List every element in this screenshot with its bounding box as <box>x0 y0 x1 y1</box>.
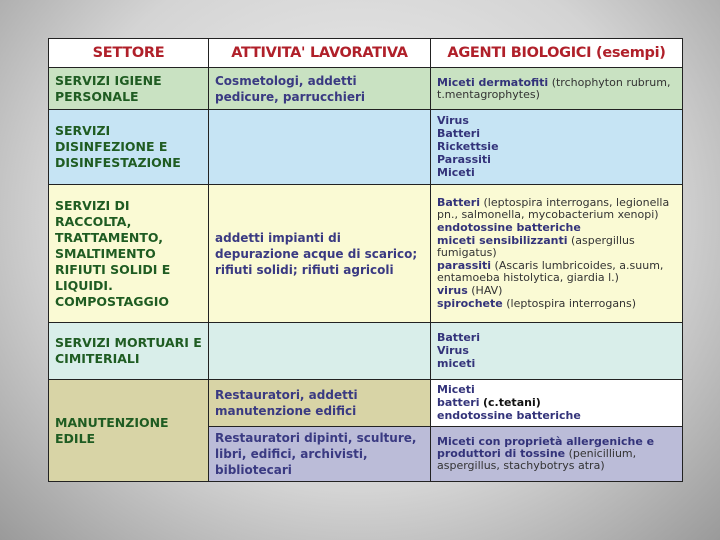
agent-name: Miceti dermatofiti <box>437 75 549 89</box>
header-attivita: ATTIVITA' LAVORATIVA <box>209 39 431 68</box>
agent-name: Batteri <box>437 331 480 344</box>
attivita-cell: Cosmetologi, addetti pedicure, parrucchieri <box>209 68 431 110</box>
agent-name: virus <box>437 284 468 297</box>
agent-name: Miceti con proprietà allergeniche e produttori di tossine <box>437 435 655 460</box>
settore-cell: SERVIZI MORTUARI E CIMITERIALI <box>49 323 209 380</box>
settore-cell: MANUTENZIONE EDILE <box>49 380 209 482</box>
agent-name: Miceti <box>437 166 475 179</box>
agent-name: parassiti <box>437 259 492 272</box>
agent-detail: (leptospira interrogans, legionella pn., salmonella, mycobacterium xenopi) <box>437 196 670 221</box>
agent-name: Virus <box>437 344 469 357</box>
agenti-cell <box>431 110 683 185</box>
agent-name: batteri <box>437 396 480 409</box>
table-row <box>49 110 683 185</box>
agenti-cell <box>431 427 683 482</box>
agent-detail: (leptospira interrogans) <box>506 297 637 310</box>
agent-name: endotossine batteriche <box>437 221 581 234</box>
agent-name: endotossine batteriche <box>437 409 581 422</box>
agent-detail: (penicillium, aspergillus, stachybotrys atra) <box>437 447 637 472</box>
agent-name: Batteri <box>437 127 480 140</box>
header-settore: SETTORE <box>49 39 209 68</box>
header-agenti: AGENTI BIOLOGICI (esempi) <box>431 39 683 68</box>
settore-cell: SERVIZI IGIENE PERSONALE <box>49 68 209 110</box>
attivita-cell: addetti impianti di depurazione acque di scarico; rifiuti solidi; rifiuti agricoli <box>209 185 431 323</box>
table-row <box>49 323 683 380</box>
agent-name: Rickettsie <box>437 140 499 153</box>
table-row <box>49 380 683 427</box>
agent-name: spirochete <box>437 297 503 310</box>
settore-cell: SERVIZI DISINFEZIONE E DISINFESTAZIONE <box>49 110 209 185</box>
agent-detail: (HAV) <box>471 284 503 297</box>
agent-name: Miceti <box>437 383 475 396</box>
agent-name: miceti sensibilizzanti <box>437 234 568 247</box>
agenti-cell <box>431 185 683 323</box>
agent-name: Batteri <box>437 196 480 209</box>
attivita-cell <box>209 110 431 185</box>
header-row <box>49 39 683 68</box>
attivita-cell <box>209 323 431 380</box>
agenti-cell <box>431 68 683 110</box>
agent-name: miceti <box>437 357 476 370</box>
agent-detail: (c.tetani) <box>482 396 541 409</box>
agent-name: Virus <box>437 114 469 127</box>
biological-agents-table <box>48 38 683 482</box>
agenti-cell <box>431 380 683 427</box>
agent-name: Parassiti <box>437 153 491 166</box>
table-row <box>49 185 683 323</box>
agent-detail: (aspergillus fumigatus) <box>437 234 635 259</box>
settore-cell: SERVIZI DI RACCOLTA, TRATTAMENTO, SMALTIMENTO RIFIUTI SOLIDI E LIQUIDI. COMPOSTAGGIO <box>49 185 209 323</box>
agenti-cell <box>431 323 683 380</box>
attivita-cell: Restauratori, addetti manutenzione edifici <box>209 380 431 427</box>
agent-detail: (trchophyton rubrum, t.mentagrophytes) <box>437 75 671 101</box>
attivita-cell: Restauratori dipinti, sculture, libri, edifici, archivisti, bibliotecari <box>209 427 431 482</box>
agent-detail: (Ascaris lumbricoides, a.suum, entamoeba histolytica, giardia l.) <box>437 259 664 284</box>
table-row <box>49 68 683 110</box>
